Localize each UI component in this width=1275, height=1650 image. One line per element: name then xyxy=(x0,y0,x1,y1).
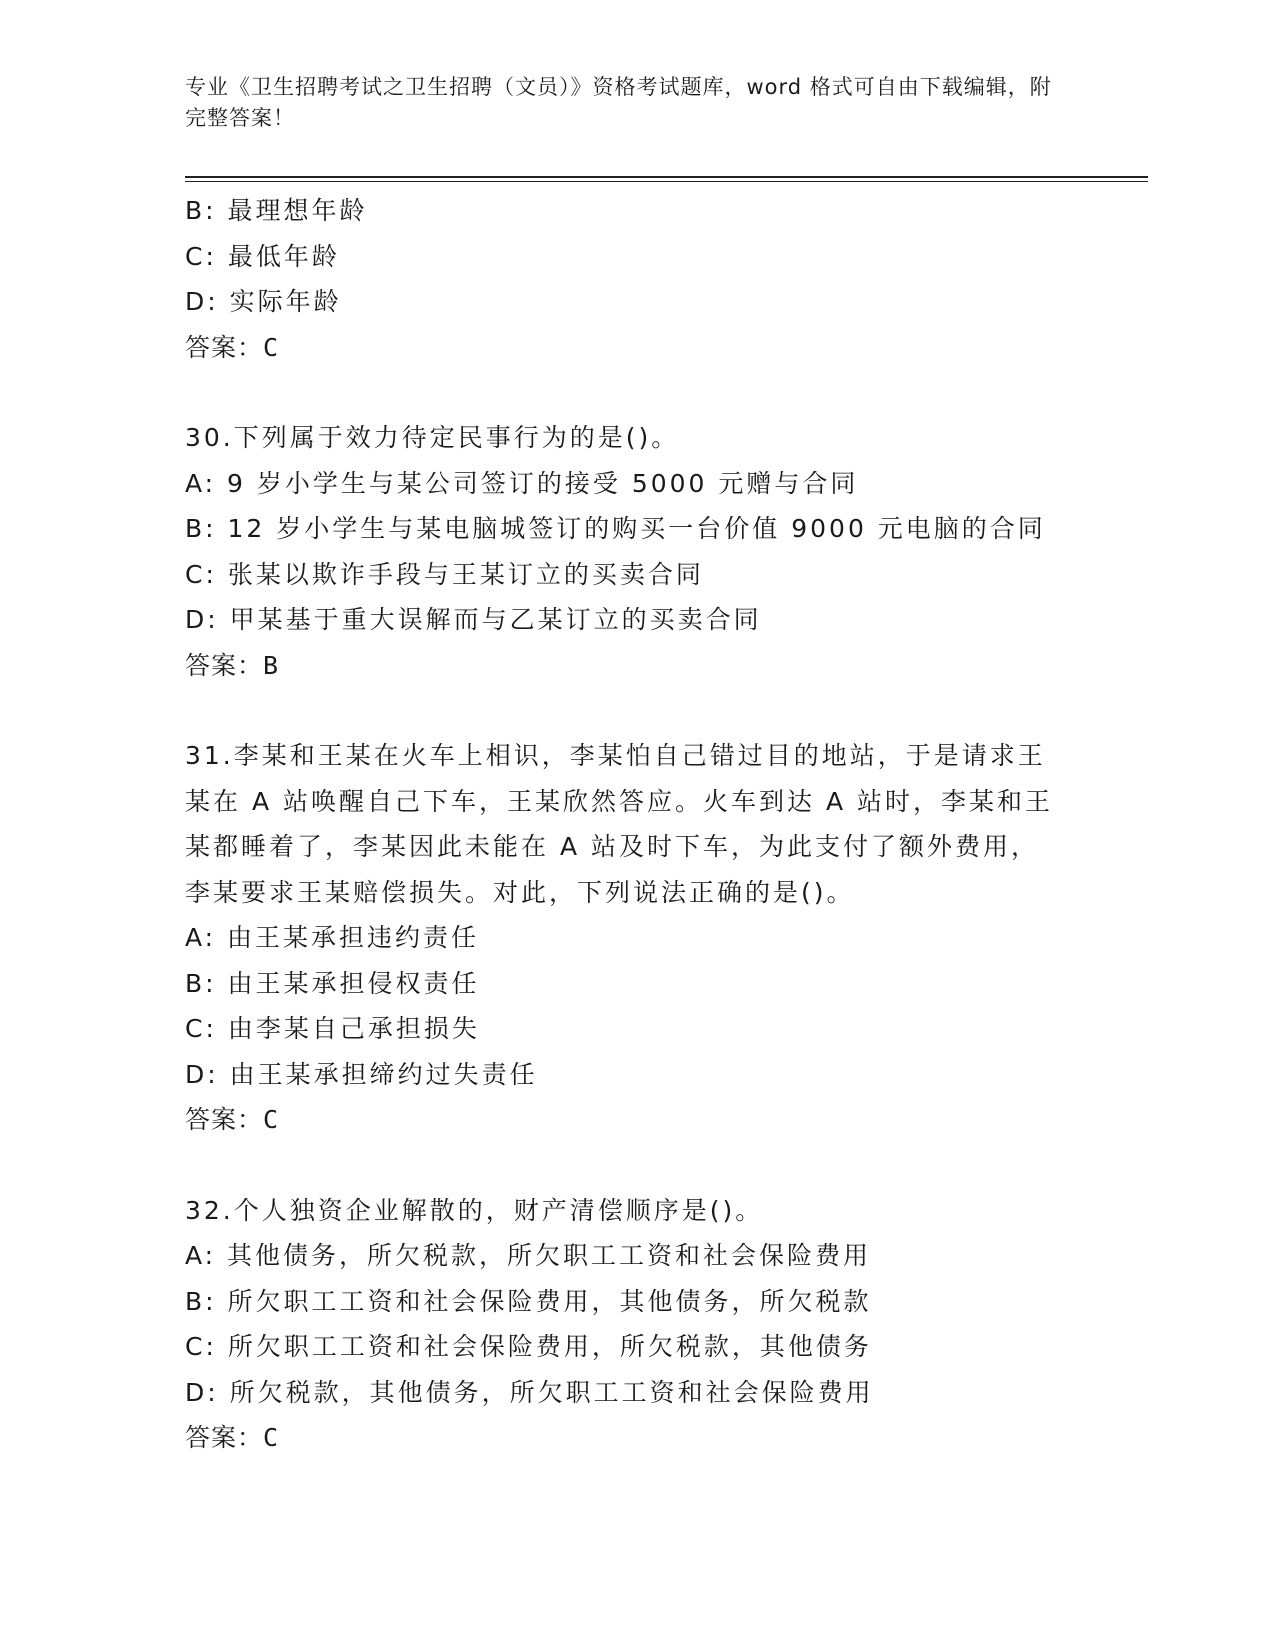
option-a: A: 由王某承担违约责任 xyxy=(185,923,480,952)
answer-value: C xyxy=(263,332,280,362)
option-b: B: 12 岁小学生与某电脑城签订的购买一台价值 9000 元电脑的合同 xyxy=(185,514,1046,543)
option-a: A: 9 岁小学生与某公司签订的接受 5000 元赠与合同 xyxy=(185,468,859,498)
option-d: D: 甲某基于重大误解而与乙某订立的买卖合同 xyxy=(185,605,762,634)
question-text: 30.下列属于效力待定民事行为的是()。 xyxy=(185,423,680,452)
answer-line xyxy=(185,1097,1105,1143)
option-a: A: 其他债务，所欠税款，所欠职工工资和社会保险费用 xyxy=(185,1241,872,1270)
question-block xyxy=(185,1188,1105,1461)
question-block xyxy=(185,188,1105,370)
question-list xyxy=(185,188,1105,1461)
option-b: B: 由王某承担侵权责任 xyxy=(185,968,480,998)
option-b: B: 所欠职工工资和社会保险费用，其他债务，所欠税款 xyxy=(185,1286,872,1316)
question-text: 31.李某和王某在火车上相识，李某怕自己错过目的地站，于是请求王 xyxy=(185,741,1046,770)
option-c: C: 张某以欺诈手段与王某订立的买卖合同 xyxy=(185,559,704,589)
header-divider xyxy=(185,176,1148,182)
answer-label: 答案： xyxy=(185,332,264,362)
question-text: 32.个人独资企业解散的，财产清偿顺序是()。 xyxy=(185,1195,764,1225)
question-text: 某都睡着了，李某因此未能在 A 站及时下车，为此支付了额外费用， xyxy=(185,832,1039,861)
option-d: D: 由王某承担缔约过失责任 xyxy=(185,1059,538,1089)
answer-value: C xyxy=(263,1105,280,1134)
answer-line xyxy=(185,1415,1105,1461)
option-d: D: 实际年龄 xyxy=(185,287,342,316)
question-text: 某在 A 站唤醒自己下车，王某欣然答应。火车到达 A 站时，李某和王 xyxy=(185,786,1053,816)
option-c: C: 由李某自己承担损失 xyxy=(185,1014,480,1043)
answer-label: 答案： xyxy=(185,1105,264,1134)
question-text: 李某要求王某赔偿损失。对此，下列说法正确的是()。 xyxy=(185,877,855,907)
page-header xyxy=(185,72,1065,134)
option-c: C: 最低年龄 xyxy=(185,241,340,271)
answer-label: 答案： xyxy=(185,650,264,680)
header-text: 专业《卫生招聘考试之卫生招聘（文员）》资格考试题库，word 格式可自由下载编辑，附完整答案！ xyxy=(185,75,1052,130)
answer-label: 答案： xyxy=(185,1423,264,1452)
answer-value: C xyxy=(263,1423,280,1452)
option-c: C: 所欠职工工资和社会保险费用，所欠税款，其他债务 xyxy=(185,1332,872,1361)
answer-line xyxy=(185,325,1105,371)
answer-line xyxy=(185,643,1105,689)
question-block xyxy=(185,733,1105,1143)
option-d: D: 所欠税款，其他债务，所欠职工工资和社会保险费用 xyxy=(185,1377,874,1407)
question-block xyxy=(185,415,1105,688)
option-b: B: 最理想年龄 xyxy=(185,196,368,225)
answer-value: B xyxy=(263,650,280,680)
